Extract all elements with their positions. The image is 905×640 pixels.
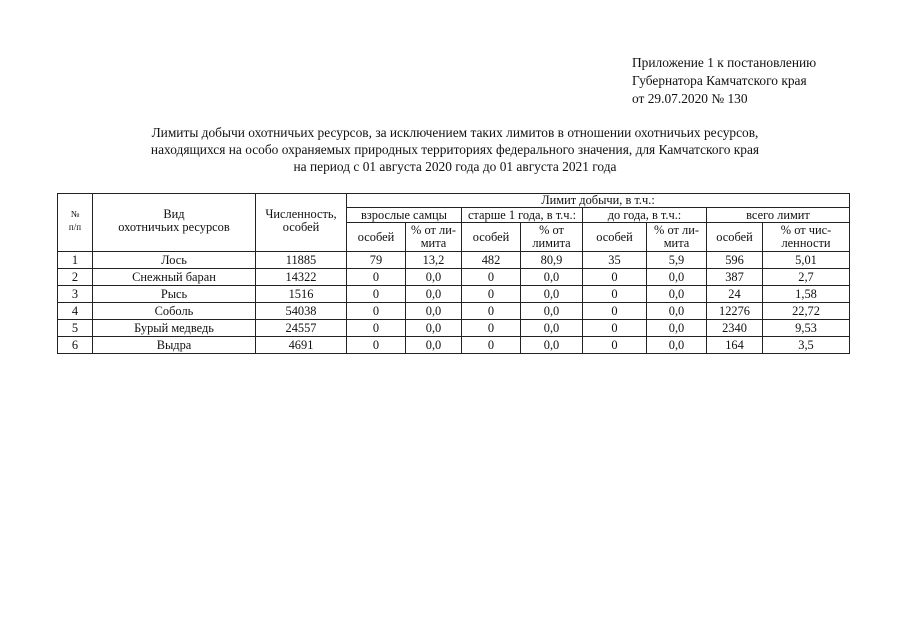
table-cell: 482	[462, 252, 521, 269]
table-cell: 3,5	[763, 337, 850, 354]
appendix-line-2: Губернатора Камчатского края	[632, 73, 807, 88]
table-cell: 0	[347, 286, 406, 303]
table-cell: 0,0	[521, 286, 583, 303]
document-title	[60, 124, 850, 175]
table-cell: 0,0	[521, 337, 583, 354]
header-species: Вид охотничьих ресурсов	[93, 194, 256, 252]
table-cell: 0,0	[647, 269, 707, 286]
table-cell: 4691	[256, 337, 347, 354]
table-cell: 387	[707, 269, 763, 286]
table-cell: 3	[58, 286, 93, 303]
table-row	[58, 337, 850, 354]
header-sub-2: % от ли- мита	[406, 223, 462, 252]
table-cell: 0	[347, 303, 406, 320]
table-cell: 0	[347, 337, 406, 354]
table-cell: Снежный баран	[93, 269, 256, 286]
table-cell: 0,0	[647, 286, 707, 303]
header-sub-3: особей	[462, 223, 521, 252]
appendix-line-1: Приложение 1 к постановлению	[632, 55, 817, 70]
table-cell: 0	[583, 337, 647, 354]
header-number: № п/п	[58, 194, 93, 252]
table-cell: 0	[462, 303, 521, 320]
table-cell: 2,7	[763, 269, 850, 286]
header-population: Численность, особей	[256, 194, 347, 252]
table-cell: 0,0	[406, 286, 462, 303]
title-line-3: на период с 01 августа 2020 года до 01 августа 2021 года	[293, 159, 617, 174]
appendix-reference	[632, 54, 816, 108]
header-group-2: старше 1 года, в т.ч.:	[462, 208, 583, 223]
table-cell: 0	[462, 286, 521, 303]
table-cell: Выдра	[93, 337, 256, 354]
table-cell: 4	[58, 303, 93, 320]
header-limit: Лимит добычи, в т.ч.:	[347, 194, 850, 208]
table-cell: 164	[707, 337, 763, 354]
table-cell: 0,0	[521, 320, 583, 337]
header-sub-1: особей	[347, 223, 406, 252]
table-cell: 0	[583, 286, 647, 303]
table-cell: 9,53	[763, 320, 850, 337]
table-cell: 0	[462, 320, 521, 337]
title-line-1: Лимиты добычи охотничьих ресурсов, за исключением таких лимитов в отношении охотничьих ресурсов,	[151, 125, 759, 140]
header-sub-6: % от ли- мита	[647, 223, 707, 252]
table-cell: 5	[58, 320, 93, 337]
table-cell: 35	[583, 252, 647, 269]
table-cell: 2340	[707, 320, 763, 337]
table-cell: 596	[707, 252, 763, 269]
table-cell: 0,0	[406, 303, 462, 320]
table-cell: 0	[347, 320, 406, 337]
hunting-limits-table	[57, 193, 850, 354]
table-cell: 0,0	[521, 303, 583, 320]
table-cell: Бурый медведь	[93, 320, 256, 337]
table-cell: 1516	[256, 286, 347, 303]
header-group-3: до года, в т.ч.:	[583, 208, 707, 223]
table-cell: 0,0	[521, 269, 583, 286]
table-cell: 24	[707, 286, 763, 303]
table-cell: 2	[58, 269, 93, 286]
table-row	[58, 252, 850, 269]
table-cell: 79	[347, 252, 406, 269]
table-cell: Рысь	[93, 286, 256, 303]
header-sub-4: % от лимита	[521, 223, 583, 252]
table-cell: 0	[462, 269, 521, 286]
table-row	[58, 286, 850, 303]
table-cell: 5,01	[763, 252, 850, 269]
table-cell: 11885	[256, 252, 347, 269]
header-sub-7: особей	[707, 223, 763, 252]
table-row	[58, 320, 850, 337]
table-cell: 0	[583, 303, 647, 320]
table-cell: Соболь	[93, 303, 256, 320]
table-cell: 0,0	[406, 337, 462, 354]
appendix-line-3: от 29.07.2020 № 130	[632, 91, 748, 106]
table-cell: 24557	[256, 320, 347, 337]
table-cell: 0,0	[406, 320, 462, 337]
title-line-2: находящихся на особо охраняемых природных территориях федерального значения, для Камчатского края	[150, 142, 760, 157]
table-cell: 22,72	[763, 303, 850, 320]
table-row	[58, 269, 850, 286]
table-cell: 0,0	[406, 269, 462, 286]
table-row	[58, 303, 850, 320]
header-sub-5: особей	[583, 223, 647, 252]
table-cell: 0	[347, 269, 406, 286]
table-cell: 0	[583, 320, 647, 337]
table-cell: 5,9	[647, 252, 707, 269]
header-group-4: всего лимит	[707, 208, 850, 223]
table-cell: 12276	[707, 303, 763, 320]
table-cell: 80,9	[521, 252, 583, 269]
table-cell: 0	[462, 337, 521, 354]
table-cell: 0	[583, 269, 647, 286]
table-cell: 0,0	[647, 337, 707, 354]
table-cell: 1	[58, 252, 93, 269]
table-cell: 6	[58, 337, 93, 354]
table-cell: Лось	[93, 252, 256, 269]
table-cell: 14322	[256, 269, 347, 286]
header-sub-8: % от чис- ленности	[763, 223, 850, 252]
table-cell: 1,58	[763, 286, 850, 303]
table-cell: 0,0	[647, 303, 707, 320]
table-cell: 13,2	[406, 252, 462, 269]
header-group-1: взрослые самцы	[347, 208, 462, 223]
table-cell: 0,0	[647, 320, 707, 337]
table-cell: 54038	[256, 303, 347, 320]
